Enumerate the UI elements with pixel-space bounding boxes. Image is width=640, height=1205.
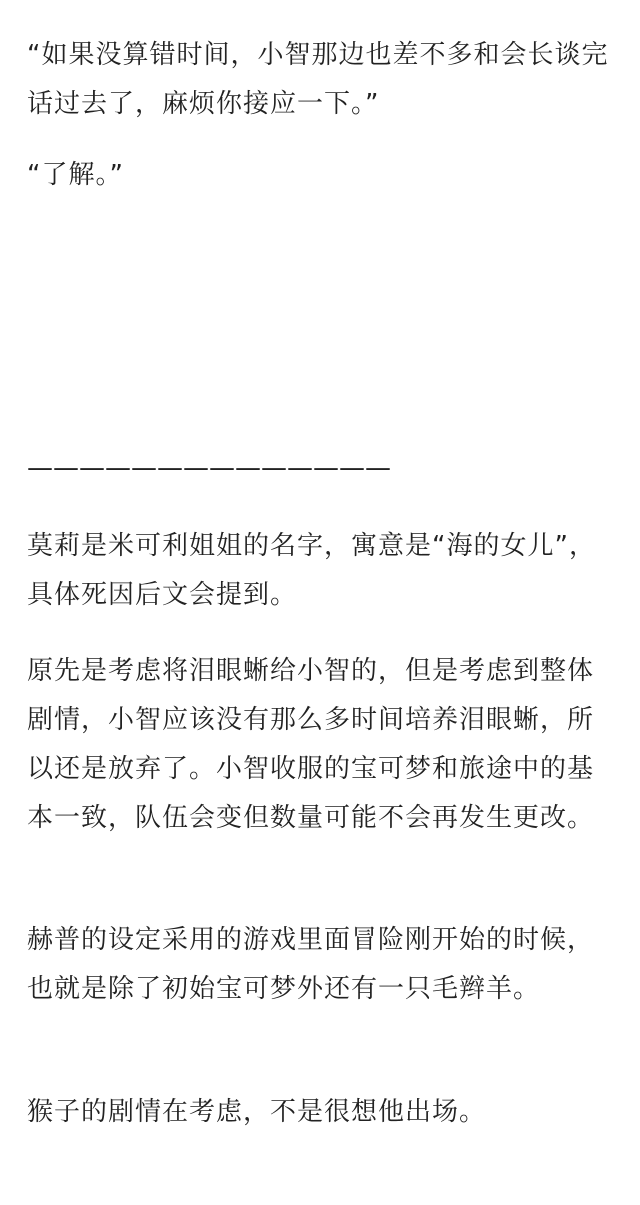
section-divider: ——————————————	[27, 453, 391, 483]
author-note-paragraph: 赫普的设定采用的游戏里面冒险刚开始的时候，也就是除了初始宝可梦外还有一只毛辫羊。	[27, 925, 595, 1004]
author-note-paragraph: 莫莉是米可利姐姐的名字，寓意是“海的女儿”，具体死因后文会提到。	[27, 531, 596, 610]
dialogue-paragraph: “如果没算错时间，小智那边也差不多和会长谈完话过去了，麻烦你接应一下。”	[27, 40, 609, 119]
author-note-paragraph: 猴子的剧情在考虑，不是很想他出场。	[27, 1097, 487, 1127]
dialogue-paragraph: “了解。”	[27, 160, 124, 190]
author-note-paragraph: 原先是考虑将泪眼蜥给小智的，但是考虑到整体剧情，小智应该没有那么多时间培养泪眼蜥，所以还是放弃了。小智收服的宝可梦和旅途中的基本一致，队伍会变但数量可能不会再发生更改。	[27, 656, 595, 833]
